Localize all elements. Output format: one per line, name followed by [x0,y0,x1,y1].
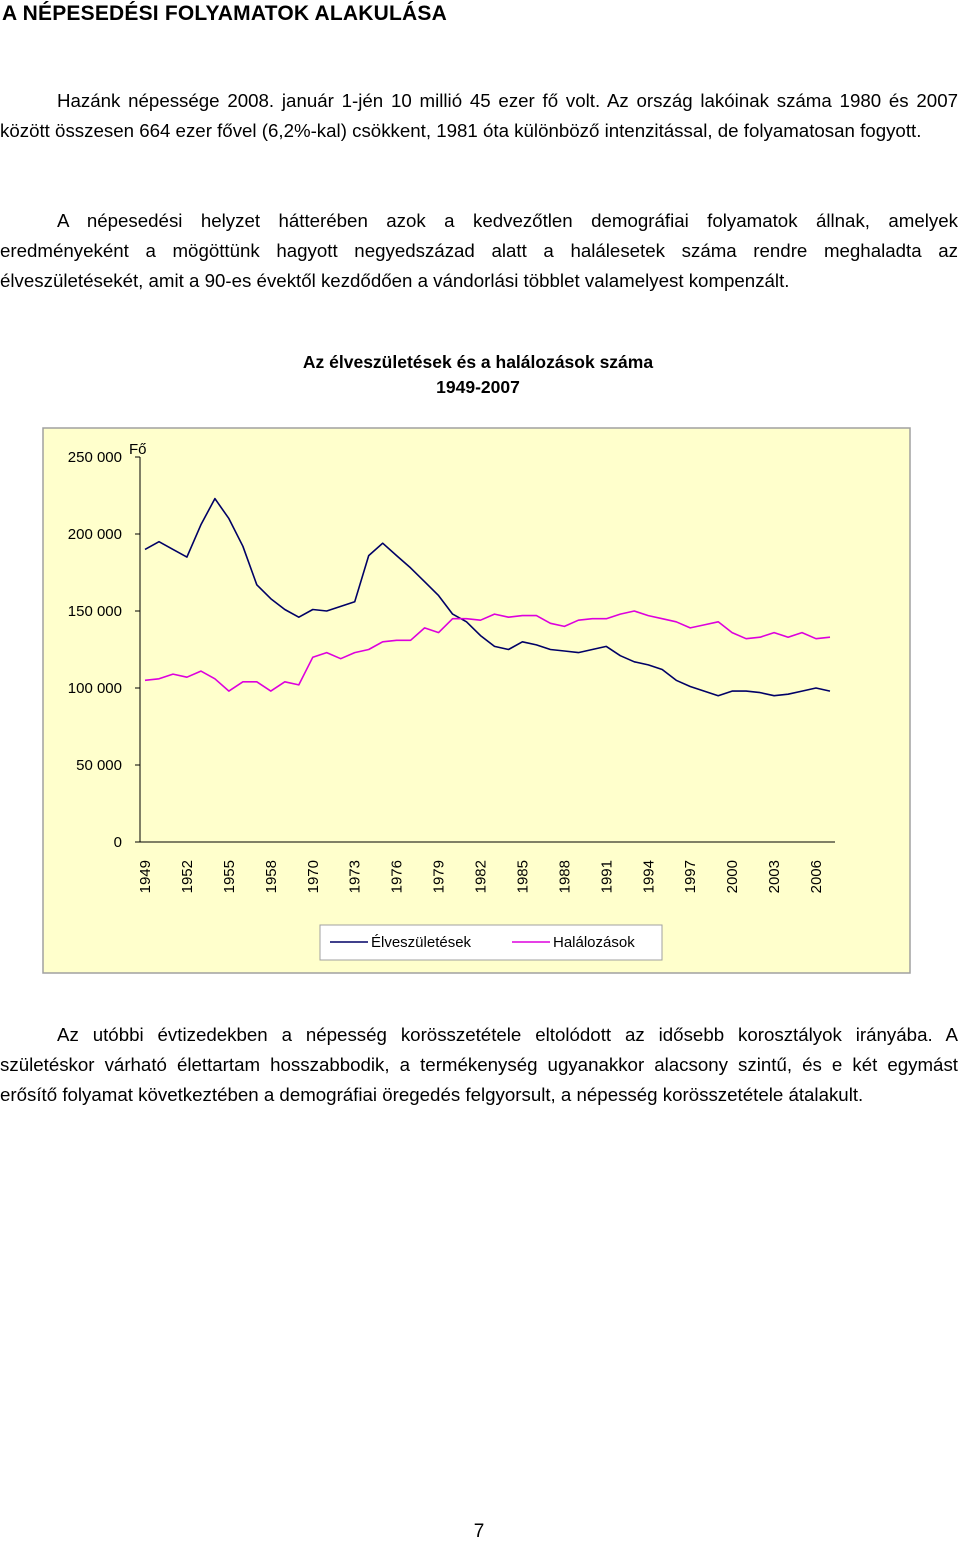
chart-subtitle: 1949-2007 [436,377,520,397]
x-tick-label: 1988 [556,860,574,894]
y-tick-label: 250 000 [67,449,122,466]
page-heading: A NÉPESEDÉSI FOLYAMATOK ALAKULÁSA [2,2,447,25]
x-tick-label: 1985 [514,860,532,894]
x-tick-label: 1976 [388,860,406,894]
x-tick-label: 2003 [766,860,784,894]
y-axis-unit-label: Fő [129,441,147,458]
x-tick-label: 1949 [137,860,154,894]
y-tick-label: 200 000 [67,526,122,543]
x-tick-label: 1970 [304,860,322,894]
y-tick-label: 50 000 [76,757,122,774]
legend-label-births: Élveszületések [371,934,472,951]
chart-legend [320,925,662,960]
x-tick-label: 1955 [220,860,238,894]
x-tick-label: 1991 [598,860,616,894]
intro-paragraph: Hazánk népessége 2008. január 1-jén 10 millió 45 ezer fő volt. Az ország lakóinak száma 1980 és 2007 között összesen 664 ezer fővel (6,2%-kal) csökkent, 1981 óta különböző intenzitással, de folyamatosan fogyott. [0,90,958,141]
chart-title: Az élveszületések és a halálozások száma [302,352,654,372]
chart-title-block [0,350,956,400]
page-number: 7 [473,1521,485,1542]
y-tick-label: 100 000 [67,680,122,697]
x-tick-label: 1994 [640,860,658,894]
x-tick-label: 1952 [178,860,196,894]
x-tick-label: 1982 [472,860,490,894]
age-structure-paragraph: Az utóbbi évtizedekben a népesség korösszetétele eltolódott az idősebb korosztályok irányába. A születéskor várható élettartam hosszabbodik, a termékenység ugyanakkor alacsony szintű, és e két egymást erősítő folyamat következtében a demográfiai öregedés felgyorsult, a népesség korösszetétele átalakult. [0,1024,958,1105]
x-tick-label: 2006 [808,860,826,894]
y-tick-label: 0 [113,834,122,851]
x-tick-label: 1973 [346,860,364,894]
y-tick-label: 150 000 [67,603,122,620]
x-tick-label: 2000 [724,860,742,894]
x-tick-label: 1958 [262,860,280,894]
births-deaths-line-chart [0,420,960,990]
legend-label-deaths: Halálozások [553,934,635,951]
x-tick-label: 1997 [682,860,700,894]
x-tick-label: 1979 [430,860,448,894]
background-paragraph: A népesedési helyzet hátterében azok a kedvezőtlen demográfiai folyamatok állnak, amelyek eredményeként a mögöttünk hagyott negyedszázad alatt a halálesetek száma rendre meghaladta az élveszületésekét, amit a 90-es évektől kezdődően a vándorlási többlet valamelyest kompenzált. [0,210,958,291]
